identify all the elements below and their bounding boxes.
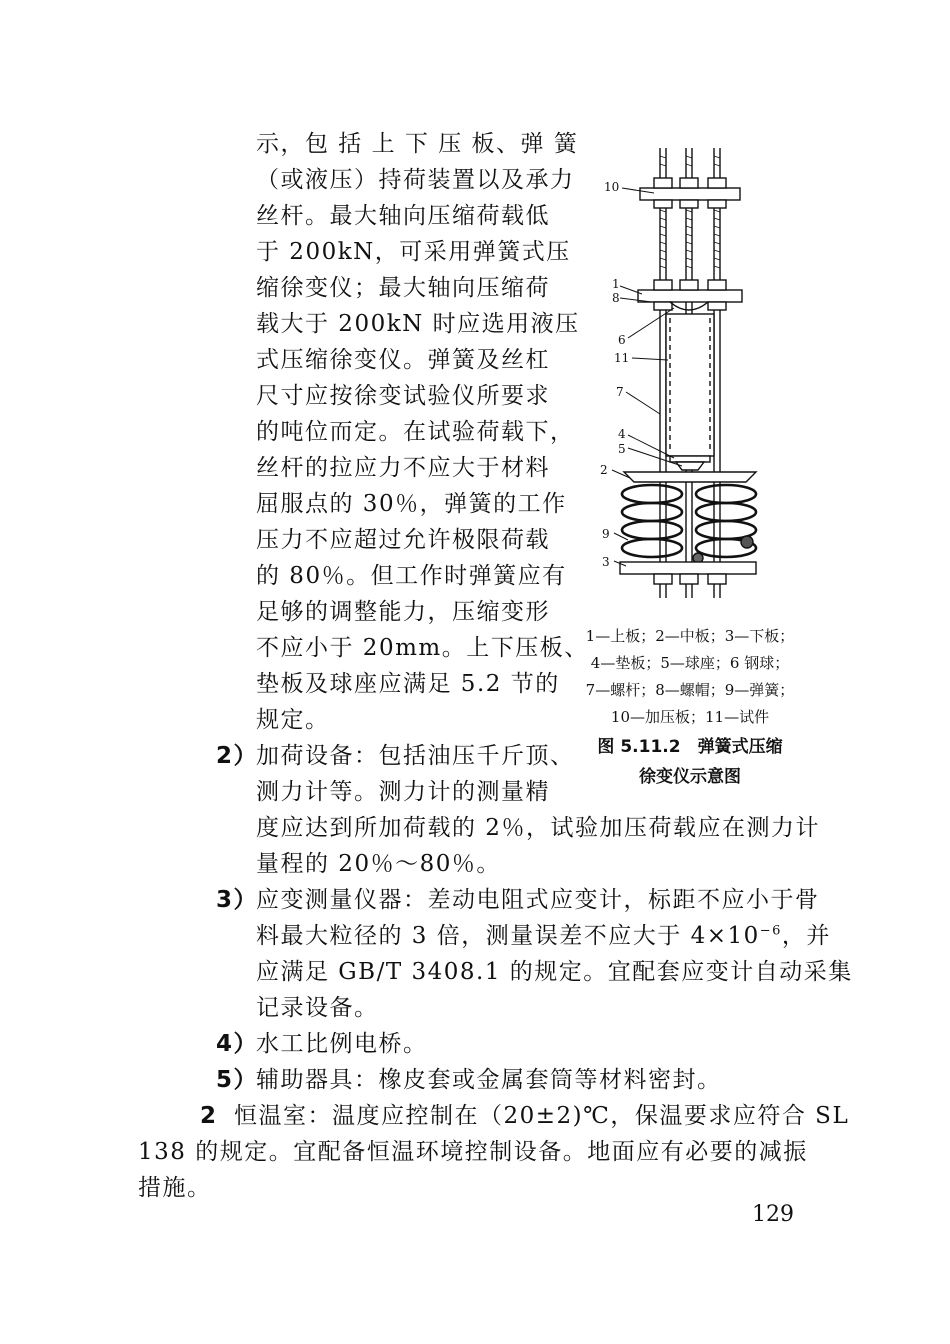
part-label: 2	[600, 463, 608, 477]
legend-line: 1—上板；2—中板；3—下板；	[585, 627, 795, 645]
part-label: 11	[614, 351, 630, 365]
part-label: 9	[602, 527, 610, 541]
creep-apparatus-diagram	[590, 138, 790, 613]
text-line: （或液压）持荷装置以及承力	[256, 167, 575, 193]
legend-line: 4—垫板；5—球座；6 钢球；	[590, 654, 790, 672]
part-label: 7	[616, 385, 624, 399]
text-line: 测力计等。测力计的测量精	[256, 779, 550, 805]
text-line: 不应小于 20mm。上下压板、	[256, 635, 589, 661]
figure-title-line: 徐变仪示意图	[639, 767, 741, 787]
figure-title-line: 图 5.11.2 弹簧式压缩	[597, 737, 783, 757]
text-line: 式压缩徐变仪。弹簧及丝杠	[256, 347, 550, 373]
text-segment: ，并	[781, 923, 831, 949]
text-line: 138 的规定。宜配备恒温环境控制设备。地面应有必要的减振	[138, 1139, 808, 1165]
text-line: 水工比例电桥。	[256, 1031, 428, 1057]
text-line: 载大于 200kN 时应选用液压	[256, 311, 580, 337]
text-line: 缩徐变仪；最大轴向压缩荷	[256, 275, 550, 301]
text-line: 足够的调整能力，压缩变形	[256, 599, 550, 625]
legend-line: 7—螺杆；8—螺帽；9—弹簧；	[585, 681, 795, 699]
text-line: 屈服点的 30％，弹簧的工作	[256, 491, 567, 517]
text-line: 恒温室：温度应控制在（20±2)℃，保温要求应符合 SL	[234, 1103, 850, 1129]
text-line: 丝杆的拉应力不应大于材料	[256, 455, 550, 481]
text-line: 的 80％。但工作时弹簧应有	[256, 563, 567, 589]
text-line: 度应达到所加荷载的 2％，试验加压荷载应在测力计	[256, 815, 820, 841]
part-label: 8	[612, 291, 620, 305]
list-number: 3）	[216, 887, 259, 913]
part-label: 5	[618, 442, 626, 456]
text-line: 于 200kN，可采用弹簧式压	[256, 239, 571, 265]
part-label: 10	[604, 180, 620, 194]
list-number: 5）	[216, 1067, 259, 1093]
section-number: 2	[200, 1103, 218, 1129]
part-label: 3	[602, 555, 610, 569]
text-line: 措施。	[138, 1175, 212, 1201]
text-line: 量程的 20％～80％。	[256, 851, 501, 877]
text-line: 应变测量仪器：差动电阻式应变计，标距不应小于骨	[256, 887, 820, 913]
text-line: 丝杆。最大轴向压缩荷载低	[256, 203, 550, 229]
text-line: 垫板及球座应满足 5.2 节的	[256, 671, 560, 697]
text-line: 规定。	[256, 707, 330, 733]
part-label: 1	[612, 277, 620, 291]
text-line: 示，包 括 上 下 压 板、弹 簧	[256, 131, 579, 157]
list-number: 2）	[216, 743, 259, 769]
text-line: 的吨位而定。在试验荷载下，	[256, 419, 575, 445]
text-line: 尺寸应按徐变试验仪所要求	[256, 383, 550, 409]
text-line: 应满足 GB/T 3408.1 的规定。宜配套应变计自动采集	[256, 959, 853, 985]
part-label: 6	[618, 333, 626, 347]
superscript-exponent: −6	[759, 923, 782, 939]
legend-line: 10—加压板；11—试件	[610, 708, 770, 726]
text-line: 辅助器具：橡皮套或金属套筒等材料密封。	[256, 1067, 722, 1093]
page-number: 129	[752, 1202, 794, 1227]
text-line: 加荷设备：包括油压千斤顶、	[256, 743, 575, 769]
part-label: 4	[618, 427, 626, 441]
list-number: 4）	[216, 1031, 259, 1057]
text-line	[256, 918, 831, 954]
text-line: 记录设备。	[256, 995, 379, 1021]
text-segment: 料最大粒径的 3 倍，测量误差不应大于 4×10	[256, 923, 760, 949]
text-line: 压力不应超过允许极限荷载	[256, 527, 550, 553]
